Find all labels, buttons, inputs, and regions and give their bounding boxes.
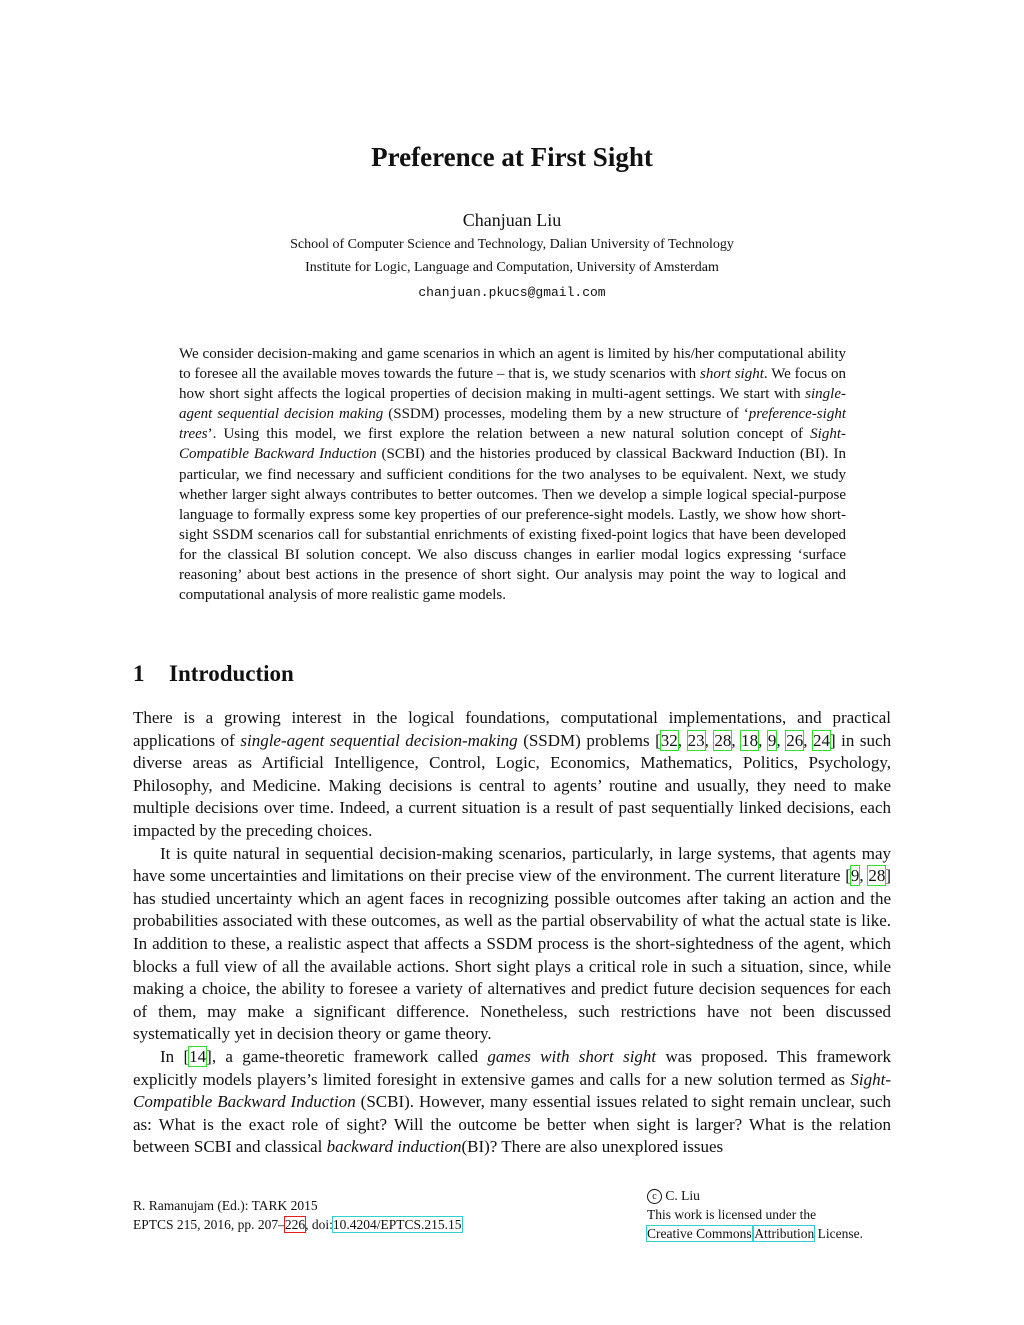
copyright-icon: c: [647, 1189, 662, 1204]
citation-link[interactable]: 14: [189, 1046, 207, 1066]
section-heading: [133, 659, 294, 689]
author-name: Chanjuan Liu: [462, 210, 562, 230]
footer-eptcs: EPTCS 215, 2016, pp. 207–226, doi:10.4204/EPTCS.215.15: [133, 1217, 462, 1232]
citation-link[interactable]: 9: [850, 866, 860, 886]
abstract: We consider decision-making and game scenarios in which an agent is limited by his/her computational ability to foresee all the available moves towards the future – that is, we study scenarios with short sight. We focus on how short sight affects the logical properties of decision making in multi-agent settings. We start with single-agent sequential decision making (SSDM) processes, modeling them by a new structure of ‘preference-sight trees’. Using this model, we first explore the relation between a new natural solution concept of Sight-Compatible Backward Induction (SCBI) and the histories produced by classical Backward Induction (BI). In particular, we find necessary and sufficient conditions for the two analyses to be equivalent. Next, we study whether larger sight always contributes to better outcomes. Then we develop a simple logical special-purpose language to formally express some key properties of our preference-sight models. Lastly, we show how short-sight SSDM scenarios call for substantial enrichments of existing fixed-point logics that have been developed for the classical BI solution concept. We also discuss changes in earlier modal logics expressing ‘surface reasoning’ about best actions in the presence of short sight. Our analysis may point the way to logical and computational analysis of more realistic game models.: [179, 346, 847, 604]
footer-license-links: Creative Commons Attribution License.: [647, 1226, 863, 1241]
citation-link[interactable]: 9: [767, 730, 777, 750]
doi-link[interactable]: 10.4204/EPTCS.215.15: [332, 1217, 462, 1232]
page-title: Preference at First Sight: [371, 142, 653, 172]
citation-link[interactable]: 23: [687, 730, 705, 750]
citation-link[interactable]: 28: [868, 866, 886, 886]
section-number: 1: [133, 661, 145, 686]
citation-link[interactable]: 26: [786, 730, 804, 750]
footer-copyright: c C. Liu: [647, 1186, 863, 1205]
author-affiliation-1: School of Computer Science and Technology, Dalian University of Technology: [290, 237, 734, 252]
attribution-link[interactable]: Attribution: [754, 1226, 815, 1241]
last-page-link[interactable]: 226: [284, 1217, 306, 1232]
footer-publication-info: [133, 1196, 462, 1234]
citation-link[interactable]: 32: [660, 730, 678, 750]
section-title: Introduction: [169, 661, 294, 686]
intro-paragraph-1: There is a growing interest in the logical foundations, computational implementations, and practical applications of single-agent sequential decision-making (SSDM) problems [32, 23, 28, 18, 9, 26, 24] in such diverse areas as Artificial Intelligence, Control, Logic, Economics, Mathematics, Politics, Psychology, Philosophy, and Medicine. Making decisions is central to agents’ routine and usually, they need to make multiple decisions over time. Indeed, a current situation is a result of past sequentially linked decisions, each impacted by the preceding choices.: [133, 708, 892, 840]
citation-link[interactable]: 24: [812, 730, 830, 750]
footer-editor: R. Ramanujam (Ed.): TARK 2015: [133, 1198, 318, 1213]
citation-link[interactable]: 28: [714, 730, 732, 750]
introduction-body: [133, 707, 891, 1159]
author-affiliation-2: Institute for Logic, Language and Computation, University of Amsterdam: [305, 260, 719, 275]
footer-license: [647, 1186, 863, 1243]
footer-license-line: This work is licensed under the: [647, 1207, 817, 1222]
citation-link[interactable]: 18: [741, 730, 759, 750]
intro-paragraph-3: In [14], a game-theoretic framework called games with short sight was proposed. This framework explicitly models players’s limited foresight in extensive games and calls for a new solution termed as Sight-Compatible Backward Induction (SCBI). However, many essential issues related to sight remain unclear, such as: What is the exact role of sight? Will the outcome be better when sight is larger? What is the relation between SCBI and classical backward induction(BI)? There are also unexplored issues: [133, 1046, 891, 1157]
author-email[interactable]: chanjuan.pkucs@gmail.com: [418, 285, 606, 300]
creative-commons-link[interactable]: Creative Commons: [647, 1226, 752, 1241]
intro-paragraph-2: It is quite natural in sequential decision-making scenarios, particularly, in large systems, that agents may have some uncertainties and limitations on their precise view of the environment. The current literature [9, 28] has studied uncertainty which an agent faces in recognizing possible outcomes after taking an action and the probabilities associated with these outcomes, as well as the partial observability of what the actual state is like. In addition to these, a realistic aspect that affects a SSDM process is the short-sightedness of the agent, which blocks a full view of all the available actions. Short sight plays a critical role in such a situation, since, while making a choice, the ability to foresee a variety of alternatives and predict future decision sequences for each of them, may make a significant difference. Nonetheless, such restrictions have not been discussed systematically yet in decision theory or game theory.: [133, 843, 892, 1044]
